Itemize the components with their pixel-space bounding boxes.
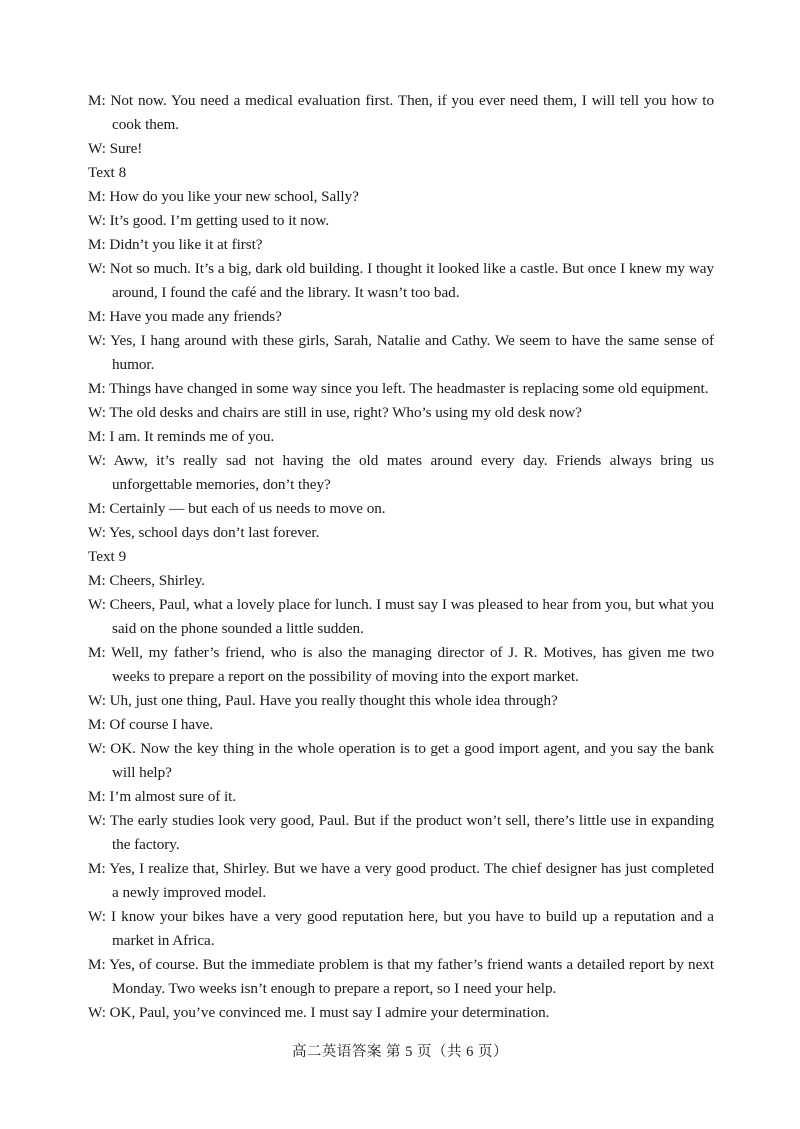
dialogue-line: M: Not now. You need a medical evaluation first. Then, if you ever need them, I will tell you how to cook them. — [88, 92, 714, 133]
dialogue-line: W: The early studies look very good, Paul. But if the product won’t sell, there’s little use in expanding the factory. — [88, 812, 714, 853]
dialogue-line: M: Things have changed in some way since you left. The headmaster is replacing some old equipment. — [88, 380, 709, 397]
dialogue-line: M: Yes, I realize that, Shirley. But we have a very good product. The chief designer has just completed a newly improved model. — [88, 860, 714, 901]
dialogue-line: W: Sure! — [88, 140, 143, 157]
dialogue-line: M: I’m almost sure of it. — [88, 788, 237, 805]
dialogue-line: W: Yes, school days don’t last forever. — [88, 524, 320, 541]
transcript-body — [88, 89, 714, 1025]
dialogue-line: W: OK, Paul, you’ve convinced me. I must say I admire your determination. — [88, 1004, 550, 1021]
dialogue-line: M: How do you like your new school, Sally? — [88, 188, 359, 205]
dialogue-line: W: Cheers, Paul, what a lovely place for lunch. I must say I was pleased to hear from you, but what you said on the phone sounded a little sudden. — [88, 596, 714, 637]
dialogue-line: W: It’s good. I’m getting used to it now. — [88, 212, 330, 229]
page-footer: 高二英语答案 第 5 页（共 6 页） — [291, 1044, 509, 1060]
dialogue-line: M: Of course I have. — [88, 716, 214, 733]
dialogue-line: W: OK. Now the key thing in the whole operation is to get a good import agent, and you say the bank will help? — [88, 740, 714, 781]
section-heading: Text 8 — [88, 164, 127, 181]
section-heading: Text 9 — [88, 548, 127, 565]
dialogue-line: M: Have you made any friends? — [88, 308, 282, 325]
dialogue-line: M: Well, my father’s friend, who is also the managing director of J. R. Motives, has given me two weeks to prepare a report on the possibility of moving into the export market. — [88, 644, 714, 685]
dialogue-line: W: Uh, just one thing, Paul. Have you really thought this whole idea through? — [88, 692, 558, 709]
dialogue-line: W: Aww, it’s really sad not having the old mates around every day. Friends always bring us unforgettable memories, don’t they? — [88, 452, 714, 493]
dialogue-line: W: Not so much. It’s a big, dark old building. I thought it looked like a castle. But once I knew my way around, I found the café and the library. It wasn’t too bad. — [88, 260, 714, 301]
dialogue-line: M: I am. It reminds me of you. — [88, 428, 275, 445]
dialogue-line: W: The old desks and chairs are still in use, right? Who’s using my old desk now? — [88, 404, 582, 421]
dialogue-line: M: Certainly — but each of us needs to move on. — [88, 500, 386, 517]
dialogue-line: M: Didn’t you like it at first? — [88, 236, 263, 253]
dialogue-line: M: Cheers, Shirley. — [88, 572, 206, 589]
dialogue-line: W: I know your bikes have a very good reputation here, but you have to build up a reputation and a market in Africa. — [88, 908, 714, 949]
dialogue-line: W: Yes, I hang around with these girls, Sarah, Natalie and Cathy. We seem to have the same sense of humor. — [88, 332, 714, 373]
dialogue-line: M: Yes, of course. But the immediate problem is that my father’s friend wants a detailed report by next Monday. Two weeks isn’t enough to prepare a report, so I need your help. — [88, 956, 714, 997]
